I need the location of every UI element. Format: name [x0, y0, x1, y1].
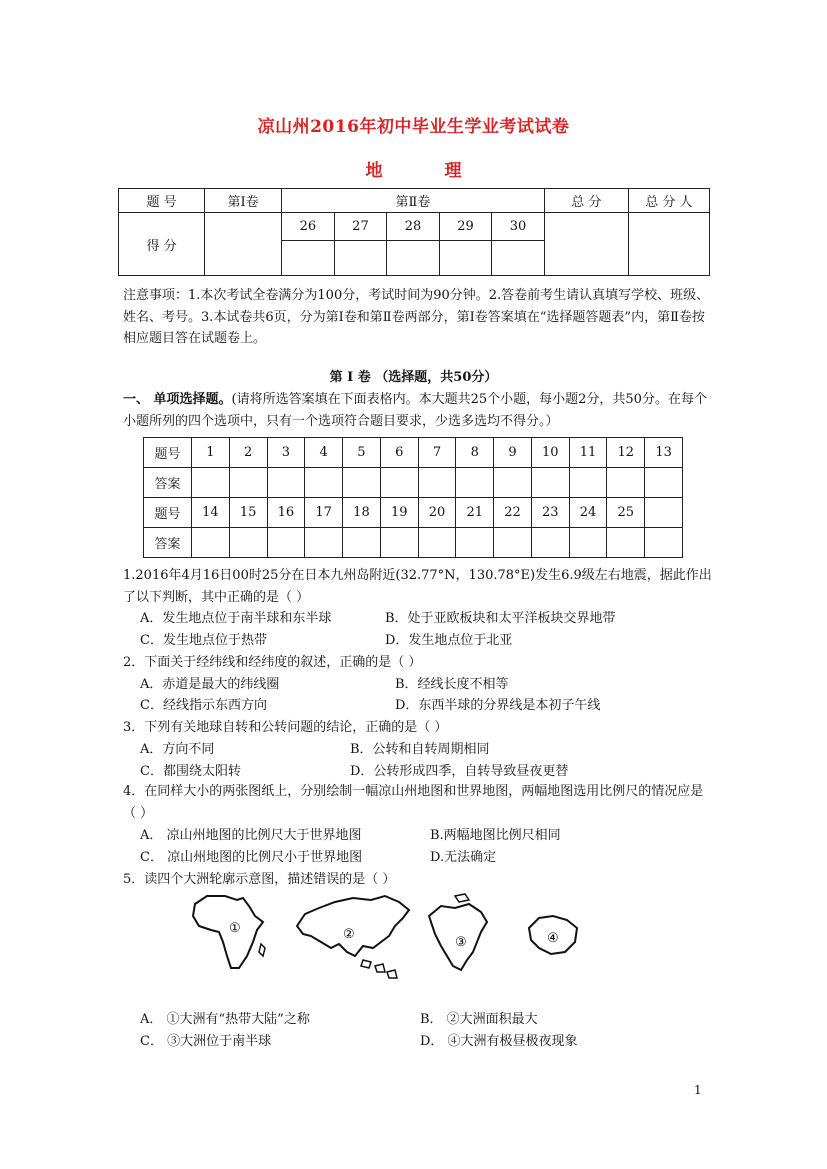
section-heading: 第 Ⅰ 卷 （选择题，共50分） — [329, 370, 498, 385]
score-cell-total[interactable] — [544, 213, 628, 276]
q3-option-b[interactable]: B．公转和自转周期相同 — [350, 742, 490, 757]
map-label-1: ① — [229, 921, 241, 936]
answer-num: 10 — [531, 438, 569, 468]
part-label: 一、 单项选择题。 — [123, 392, 232, 407]
answer-num: 16 — [267, 498, 305, 528]
answer-num: 24 — [569, 498, 607, 528]
answer-cell[interactable] — [305, 528, 343, 558]
q2-option-a[interactable]: A．赤道是最大的纬线圈 — [140, 677, 280, 692]
subject-title: 地 理 — [365, 161, 490, 181]
q4-option-a[interactable]: A． 凉山州地图的比例尺大于世界地图 — [140, 828, 362, 843]
answer-num: 14 — [192, 498, 230, 528]
answer-num: 8 — [456, 438, 494, 468]
score-cell-28[interactable] — [387, 241, 440, 276]
answer-num: 13 — [645, 438, 683, 468]
answer-cell[interactable] — [267, 468, 305, 498]
answer-table — [143, 437, 683, 558]
score-header-part1: 第Ⅰ卷 — [205, 189, 282, 213]
answer-cell[interactable] — [380, 468, 418, 498]
question-5-stem: 5．读四个大洲轮廓示意图，描述错误的是（ ） — [123, 872, 396, 887]
answer-cell[interactable] — [607, 468, 645, 498]
q4-option-c[interactable]: C． 凉山州地图的比例尺小于世界地图 — [140, 850, 363, 865]
continent-1-outline — [193, 896, 263, 968]
answer-num: 1 — [192, 438, 230, 468]
q3-option-a[interactable]: A．方向不同 — [140, 742, 215, 757]
q4-option-d[interactable]: D.无法确定 — [430, 850, 497, 865]
score-sub-27: 27 — [334, 213, 387, 241]
answer-num: 21 — [456, 498, 494, 528]
answer-cell[interactable] — [645, 468, 683, 498]
answer-cell[interactable] — [569, 528, 607, 558]
score-row-label: 得 分 — [119, 213, 205, 276]
q5-option-d[interactable]: D． ④大洲有极昼极夜现象 — [420, 1034, 578, 1049]
answer-cell[interactable] — [229, 468, 267, 498]
score-header-part2: 第Ⅱ卷 — [282, 189, 545, 213]
map-label-2: ② — [343, 927, 355, 942]
answer-cell[interactable] — [229, 528, 267, 558]
answer-num: 9 — [494, 438, 532, 468]
score-sub-26: 26 — [282, 213, 335, 241]
q1-option-c[interactable]: C．发生地点位于热带 — [140, 633, 267, 648]
question-2-stem: 2．下面关于经纬线和经纬度的叙述，正确的是（ ） — [123, 655, 422, 670]
q1-option-b[interactable]: B．处于亚欧板块和太平洋板块交界地带 — [385, 611, 616, 626]
answer-num: 11 — [569, 438, 607, 468]
q2-option-c[interactable]: C．经线指示东西方向 — [140, 698, 267, 713]
answer-num: 12 — [607, 438, 645, 468]
q3-option-d[interactable]: D．公转形成四季，自转导致昼夜更替 — [350, 764, 569, 779]
answer-cell[interactable] — [418, 468, 456, 498]
score-cell-29[interactable] — [439, 241, 492, 276]
answer-label-ans: 答案 — [144, 468, 192, 498]
instructions-text: (请将所选答案填在下面表格内。本大题共25个小题，每小题2分，共50分。在每个小题所列的四个选项中，只有一个选项符合题目要求，少选多选均不得分。） — [123, 392, 707, 429]
answer-num: 18 — [343, 498, 381, 528]
score-table — [118, 188, 710, 276]
score-cell-26[interactable] — [282, 241, 335, 276]
map-label-3: ③ — [455, 935, 467, 950]
continent-2-outline — [297, 896, 409, 956]
answer-cell[interactable] — [494, 528, 532, 558]
score-cell-grader[interactable] — [628, 213, 709, 276]
answer-cell[interactable] — [456, 528, 494, 558]
q4-option-b[interactable]: B.两幅地图比例尺相同 — [430, 828, 561, 843]
answer-cell[interactable] — [494, 468, 532, 498]
answer-num: 7 — [418, 438, 456, 468]
answer-num: 2 — [229, 438, 267, 468]
answer-num: 23 — [531, 498, 569, 528]
question-3-stem: 3．下列有关地球自转和公转问题的结论，正确的是（ ） — [123, 720, 448, 735]
q5-option-a[interactable]: A． ①大洲有“热带大陆”之称 — [140, 1012, 310, 1027]
answer-num: 22 — [494, 498, 532, 528]
answer-cell[interactable] — [645, 528, 683, 558]
question-1-stem: 1.2016年4月16日00时25分在日本九州岛附近(32.77°N，130.78°E)发生6.9级左右地震，据此作出了以下判断，其中正确的是（ ） — [123, 568, 712, 605]
answer-cell[interactable] — [569, 468, 607, 498]
score-header-grader: 总 分 人 — [628, 189, 709, 213]
answer-cell[interactable] — [192, 528, 230, 558]
exam-title: 凉山州2016年初中毕业生学业考试试卷 — [257, 117, 570, 137]
q1-option-a[interactable]: A．发生地点位于南半球和东半球 — [140, 611, 332, 626]
page-number: 1 — [694, 1083, 702, 1097]
answer-num: 25 — [607, 498, 645, 528]
answer-num: 20 — [418, 498, 456, 528]
q2-option-d[interactable]: D．东西半球的分界线是本初子午线 — [395, 698, 601, 713]
q1-option-d[interactable]: D．发生地点位于北亚 — [385, 633, 513, 648]
answer-label-ans: 答案 — [144, 528, 192, 558]
answer-cell[interactable] — [267, 528, 305, 558]
answer-num: 5 — [343, 438, 381, 468]
score-sub-28: 28 — [387, 213, 440, 241]
q5-option-c[interactable]: C． ③大洲位于南半球 — [140, 1034, 272, 1049]
answer-num: 15 — [229, 498, 267, 528]
score-sub-29: 29 — [439, 213, 492, 241]
answer-num: 6 — [380, 438, 418, 468]
continent-outline-maps — [185, 886, 605, 986]
question-4-stem: 4．在同样大小的两张图纸上，分别绘制一幅凉山州地图和世界地图，两幅地图选用比例尺的情况应是（ ） — [123, 784, 704, 821]
score-sub-30: 30 — [492, 213, 545, 241]
answer-cell[interactable] — [192, 468, 230, 498]
map-label-4: ④ — [547, 931, 559, 946]
score-cell-27[interactable] — [334, 241, 387, 276]
answer-num: 17 — [305, 498, 343, 528]
answer-label-num: 题号 — [144, 498, 192, 528]
answer-cell[interactable] — [305, 468, 343, 498]
answer-cell[interactable] — [456, 468, 494, 498]
section-instructions — [123, 389, 713, 432]
q2-option-b[interactable]: B．经线长度不相等 — [395, 677, 509, 692]
answer-cell[interactable] — [380, 528, 418, 558]
answer-label-num: 题号 — [144, 438, 192, 468]
q5-option-b[interactable]: B． ②大洲面积最大 — [420, 1012, 538, 1027]
answer-num: 4 — [305, 438, 343, 468]
answer-cell[interactable] — [531, 468, 569, 498]
score-header-label: 题 号 — [119, 189, 205, 213]
score-cell-30[interactable] — [492, 241, 545, 276]
q3-option-c[interactable]: C．都围绕太阳转 — [140, 764, 241, 779]
answer-cell[interactable] — [343, 468, 381, 498]
answer-num: 3 — [267, 438, 305, 468]
answer-cell[interactable] — [531, 528, 569, 558]
answer-num — [645, 498, 683, 528]
answer-cell[interactable] — [418, 528, 456, 558]
notice-text: 注意事项：1.本次考试全卷满分为100分，考试时间为90分钟。2.答卷前考生请认真填写学校、班级、姓名、考号。3.本试卷共6页，分为第Ⅰ卷和第Ⅱ卷两部分，第Ⅰ卷答案填在“选择题答题表”内，第Ⅱ卷按相应题目答在试题卷上。 — [123, 288, 710, 346]
score-cell-part1[interactable] — [205, 213, 282, 276]
answer-cell[interactable] — [607, 528, 645, 558]
score-header-total: 总 分 — [544, 189, 628, 213]
answer-num: 19 — [380, 498, 418, 528]
answer-cell[interactable] — [343, 528, 381, 558]
